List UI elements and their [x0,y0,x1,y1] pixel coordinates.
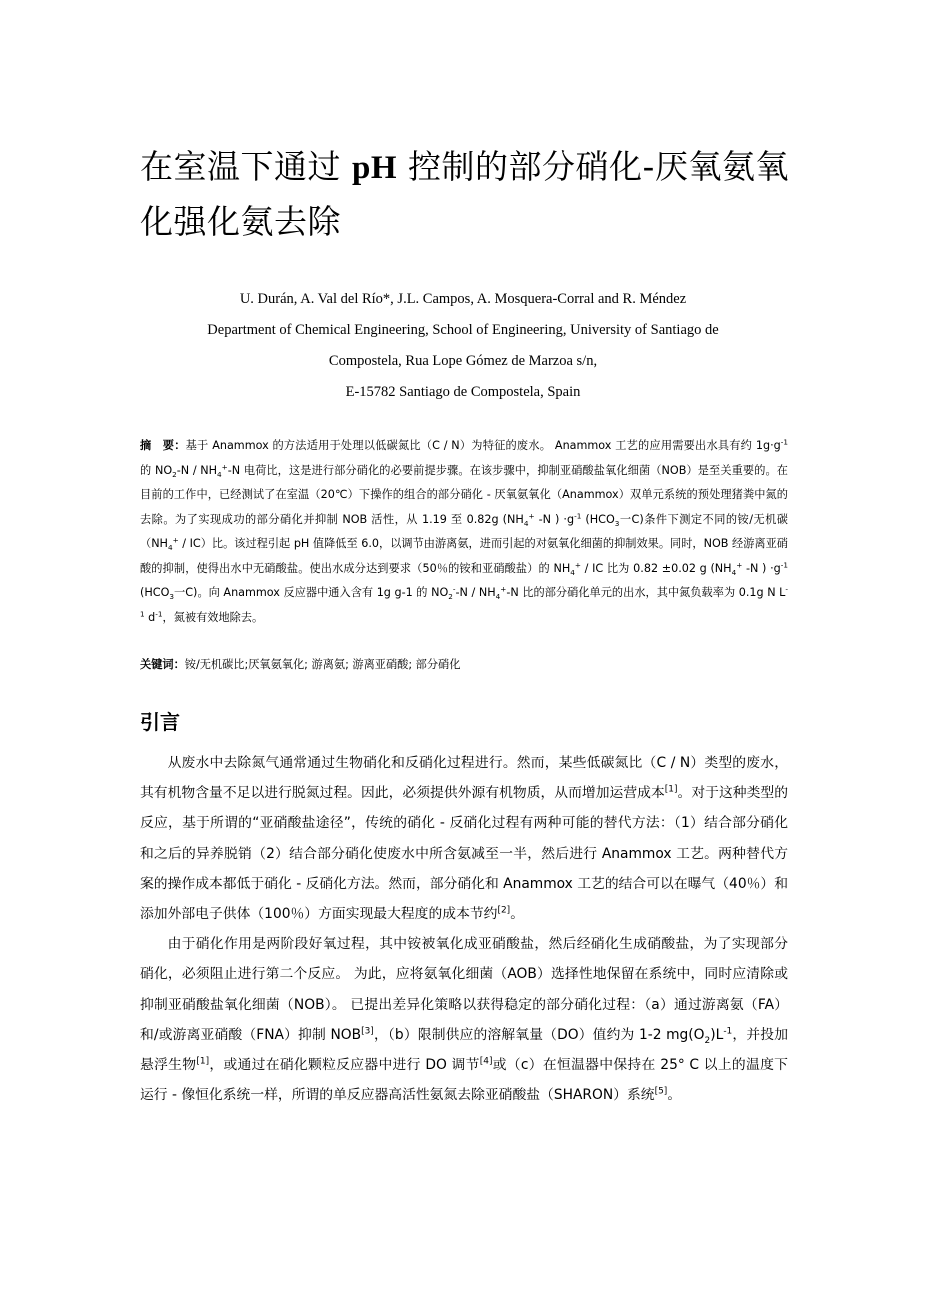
abstract-text: 一C)。向 Anammox 反应器中通入含有 1g g-1 的 NO [174,586,449,599]
superscript: -1 [140,584,788,618]
superscript: + [574,559,581,569]
superscript: + [172,535,179,545]
title-ph: pH [352,150,398,186]
abstract-text: -N 电荷比，这是进行部分硝化的必要前提步骤。在该步骤中，抑制亚硝酸盐氧化细菌（NOB）是至关重要的。在目前的工作中，已经测试了在室温（20℃）下操作的组合的部分硝化 - 厌氧氨氧化（Anammox）双单元系统的预处理猪粪中氮的去除。为了实现成功的部分硝化并抑制 NOB 活性，从 1.19 至 0.82g (NH [140,463,788,526]
keywords [140,654,788,676]
subscript: 3 [169,592,175,602]
abstract-text: 一C)条件下测定不同的铵/无机碳（NH [140,512,788,550]
superscript: + [500,584,507,594]
citation-ref[interactable]: [1] [196,1056,210,1067]
section-heading-introduction: 引言 [140,710,180,734]
abstract-text: / IC）比。该过程引起 pH 值降低至 6.0，以调节由游离氨，进而引起的对氨氧化细菌的抑制效果。同时，NOB 经游离亚硝酸的抑制，使得出水中无硝酸盐。使出水成分达到要求（50％的铵和亚硝酸盐）的 NH [140,537,788,575]
citation-ref[interactable]: [3] [361,1026,374,1037]
keywords-label: 关键词： [140,658,185,671]
paragraph-text: 。对于这种类型的反应，基于所谓的“亚硝酸盐途径”，传统的硝化 - 反硝化过程有两种可能的替代方法：（1）结合部分硝化和之后的异养脱销（2）结合部分硝化使废水中所含氨减至一半，然后进行 Anammox 工艺。两种替代方案的操作成本都低于硝化 - 反硝化方法。然而，部分硝化和 Anammox 工艺的结合可以在曝气（40％）和添加外部电子供体（100％）方面实现最大程度的成本节约 [140,785,788,923]
citation-ref[interactable]: [4] [479,1056,493,1067]
paragraph-text: 。 [510,906,524,923]
abstract-text: 的 NO [140,463,173,477]
subscript: 4 [495,592,501,602]
affiliation-line-1: Department of Chemical Engineering, School of Engineering, University of Santiago de [207,322,719,338]
superscript: -1 [780,559,788,569]
superscript: - [452,584,456,594]
paragraph-text: ，（b）限制供应的溶解氧量（DO）值约为 1-2 mg(O [373,1026,705,1043]
superscript: -1 [574,510,582,520]
citation-ref[interactable]: [5] [654,1086,668,1097]
subscript: 2 [448,592,453,602]
affiliation-line-3: E-15782 Santiago de Compostela, Spain [345,384,581,400]
subscript: 2 [172,469,177,479]
keywords-text: 铵/无机碳比;厌氧氨氧化; 游离氨; 游离亚硝酸; 部分硝化 [184,658,461,671]
paragraph-text: 从废水中去除氮气通常通过生物硝化和反硝化过程进行。然而，某些低碳氮比（C / N）类型的废水，其有机物含量不足以进行脱氮过程。因此，必须提供外源有机物质，从而增加运营成本 [140,755,788,802]
author-block [140,284,786,408]
paragraph-text: ，并投加悬浮生物 [140,1026,789,1074]
author-names: U. Durán, A. Val del Río*, J.L. Campos, A. Mosquera-Corral and R. Méndez [239,291,687,307]
abstract-text: -N / NH [455,586,496,599]
subscript: 4 [167,543,173,553]
paragraph-text: ，或通过在硝化颗粒反应器中进行 DO 调节 [209,1057,480,1074]
subscript: 4 [523,518,529,528]
paragraph-text: 由于硝化作用是两阶段好氧过程，其中铵被氧化成亚硝酸盐，然后经硝化生成硝酸盐，为了实现部分硝化，必须阻止进行第二个反应。 为此，应将氨氧化细菌（AOB）选择性地保留在系统中，同时应清除或抑制亚硝酸盐氧化细菌（NOB）。 已提出差异化策略以获得稳定的部分硝化过程：（a）通过游离氨（FA）和/或游离亚硝酸（FNA）抑制 NOB [140,936,788,1043]
abstract-text: (HCO [581,512,615,526]
abstract-text: 基于 Anammox 的方法适用于处理以低碳氮比（C / N）为特征的废水。 Anammox 工艺的应用需要出水具有约 1g·g [185,439,781,452]
title-text-1: 在室温下通过 [140,147,341,186]
paper-title [140,140,800,249]
abstract-text: / IC 比为 0.82 ±0.02 g (NH [581,561,732,575]
title-text-2: 控制的部分硝化-厌氧氨氧化强化氨去除 [140,147,789,241]
abstract-text: -N ) ·g [534,512,575,526]
abstract [140,434,788,630]
abstract-text: -N / NH [176,463,218,477]
superscript: -1 [723,1026,733,1037]
abstract-text: (HCO [140,586,170,599]
abstract-text: -N ) ·g [742,561,781,575]
abstract-text: -N 比的部分硝化单元的出水，其中氮负载率为 0.1g N L [506,586,786,599]
subscript: 4 [731,567,737,577]
paragraph-1 [140,748,788,929]
paragraph-2 [140,929,788,1110]
citation-ref[interactable]: [2] [497,905,511,916]
subscript: 2 [704,1035,711,1046]
abstract-label: 摘 要： [140,439,186,452]
abstract-text: d [144,610,156,624]
citation-ref[interactable]: [1] [664,784,678,795]
paragraph-text: 或（c）在恒温器中保持在 25° C 以上的温度下运行 - 像恒化系统一样，所谓的单反应器高活性氨氮去除亚硝酸盐（SHARON）系统 [140,1057,788,1104]
superscript: -1 [780,437,788,447]
paragraph-text: )L [710,1026,724,1043]
superscript: + [528,510,535,520]
superscript: -1 [155,608,163,618]
subscript: 4 [570,567,575,577]
affiliation-line-2: Compostela, Rua Lope Gómez de Marzoa s/n, [328,353,598,369]
subscript: 4 [217,469,222,479]
subscript: 3 [614,518,620,528]
superscript: + [736,559,743,569]
superscript: + [221,461,228,471]
abstract-text: ，氮被有效地除去。 [162,610,264,624]
introduction-body [140,748,788,1110]
paragraph-text: 。 [667,1087,682,1104]
